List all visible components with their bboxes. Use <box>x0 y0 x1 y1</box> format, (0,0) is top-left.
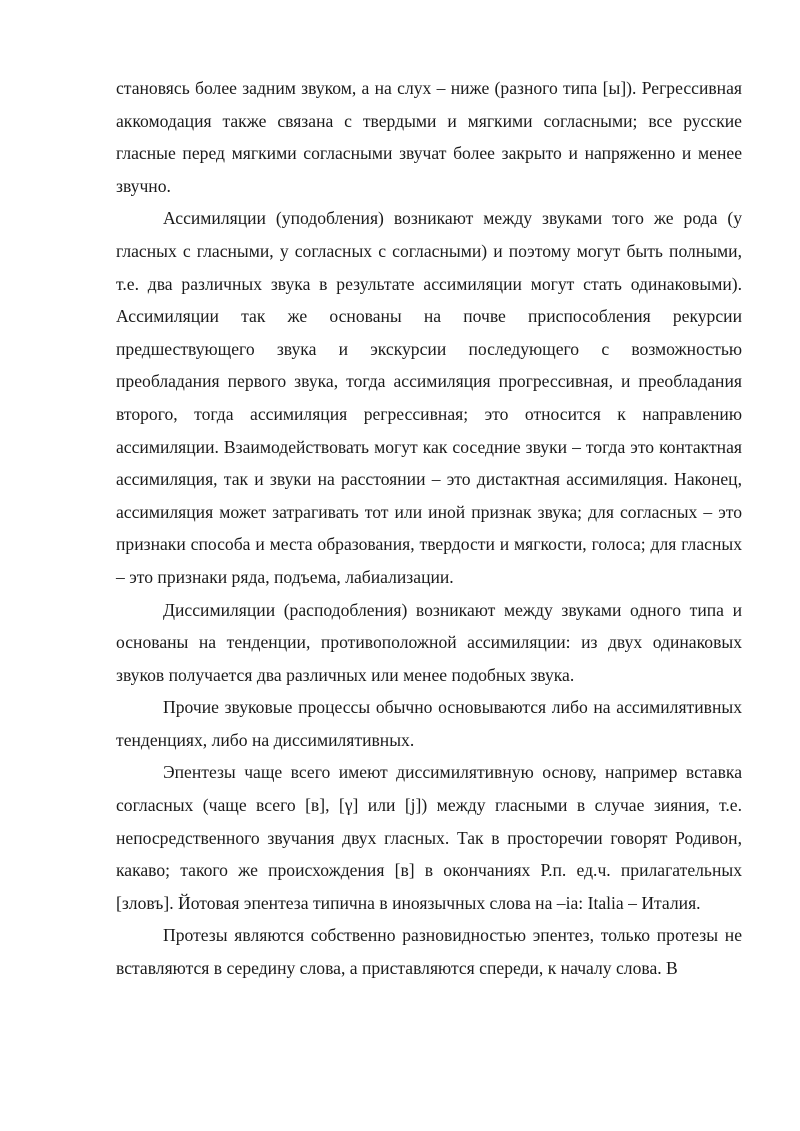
paragraph-epenthesis: Эпентезы чаще всего имеют диссимилятивную основу, например вставка согласных (чаще всего [в], [γ] или [j]) между гласными в случае зияния, т.е. непосредственного звучания двух гласных. Так в просторечии говорят Родивон, какаво; такого же происхождения [в] в окончаниях Р.п. ед.ч. прилагательных [зловъ]. Йотовая эпентеза типична в иноязычных слова на –ia: Italia – Италия. <box>116 762 742 913</box>
paragraph-assimilation: Ассимиляции (уподобления) возникают между звуками того же рода (у гласных с гласными, у согласных с согласными) и поэтому могут быть полными, т.е. два различных звука в результате ассимиляции могут стать одинаковыми). Ассимиляции так же основаны на почве приспособления рекурсии предшествующего звука и экскурсии последующего с возможностью преобладания первого звука, тогда ассимиляция прогрессивная, и преобладания второго, тогда ассимиляция регрессивная; это относится к направлению ассимиляции. Взаимодействовать могут как соседние звуки – тогда это контактная ассимиляция, так и звуки на расстоянии – это дистактная ассимиляция. Наконец, ассимиляция может затрагивать тот или иной признак звука; для согласных – это признаки способа и места образования, твердости и мягкости, голоса; для гласных – это признаки ряда, подъема, лабиализации. <box>116 208 742 587</box>
paragraph-other-processes: Прочие звуковые процессы обычно основываются либо на ассимилятивных тенденциях, либо на диссимилятивных. <box>116 697 742 750</box>
paragraph-dissimilation: Диссимиляции (расподобления) возникают между звуками одного типа и основаны на тенденции, противоположной ассимиляции: из двух одинаковых звуков получается два различных или менее подобных звука. <box>116 599 742 685</box>
paragraph-prothesis: Протезы являются собственно разновидностью эпентез, только протезы не вставляются в середину слова, а приставляются спереди, к началу слова. В <box>116 925 742 979</box>
paragraph-continuation: становясь более задним звуком, а на слух – ниже (разного типа [ы]). Регрессивная аккомодация также связана с твердыми и мягкими согласными; все русские гласные перед мягкими согласными звучат более закрыто и напряженно и менее звучно. <box>116 78 742 196</box>
body-text <box>116 72 742 985</box>
